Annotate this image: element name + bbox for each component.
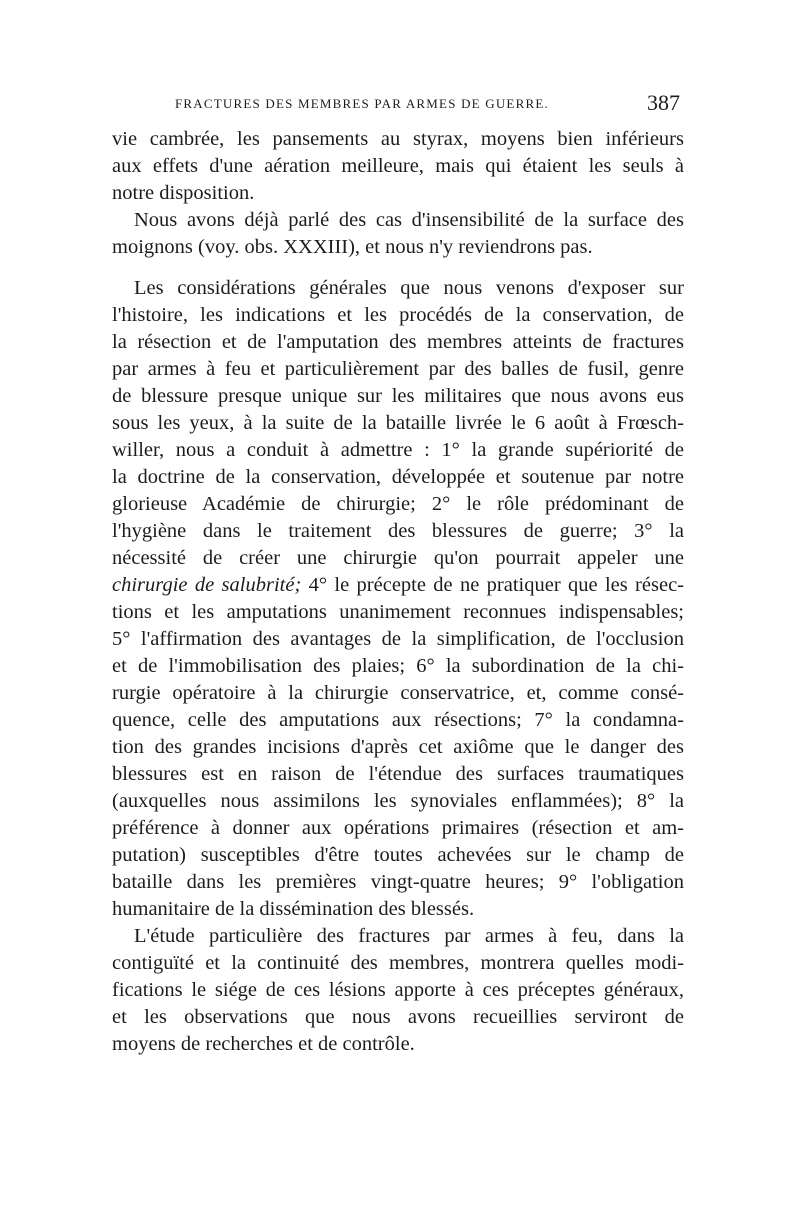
- text-line: fications le siége de ces lésions apporte à ces préceptes généraux,: [112, 979, 684, 1001]
- page-body: [112, 126, 684, 1058]
- text-line: rurgie opératoire à la chirurgie conservatrice, et, comme consé-: [112, 682, 684, 704]
- text-line: l'histoire, les indications et les procédés de la conservation, de: [112, 304, 684, 326]
- text-line: quence, celle des amputations aux résections; 7° la condamna-: [112, 709, 684, 731]
- text-line: préférence à donner aux opérations primaires (résection et am-: [112, 817, 684, 839]
- text-line: glorieuse Académie de chirurgie; 2° le rôle prédominant de: [112, 493, 684, 515]
- page-number: 387: [647, 90, 680, 115]
- text-line: L'étude particulière des fractures par armes à feu, dans la: [134, 925, 684, 947]
- text-line: et de l'immobilisation des plaies; 6° la subordination de la chi-: [112, 655, 684, 677]
- text-line: sous les yeux, à la suite de la bataille livrée le 6 août à Frœsch-: [112, 412, 684, 434]
- text-line: l'hygiène dans le traitement des blessures de guerre; 3° la: [112, 520, 684, 542]
- text-line: aux effets d'une aération meilleure, mais qui étaient les seuls à: [112, 155, 684, 177]
- paragraph: [112, 923, 684, 1058]
- running-title: FRACTURES DES MEMBRES PAR ARMES DE GUERRE.: [175, 96, 549, 111]
- text-line: notre disposition.: [112, 182, 255, 204]
- text-line: vie cambrée, les pansements au styrax, moyens bien inférieurs: [112, 128, 684, 150]
- text-line: nécessité de créer une chirurgie qu'on pourrait appeler une: [112, 547, 684, 569]
- italic-phrase: chirurgie de salubrité;: [112, 574, 309, 596]
- text-line: willer, nous a conduit à admettre : 1° la grande supériorité de: [112, 439, 684, 461]
- text-line: par armes à feu et particulièrement par des balles de fusil, genre: [112, 358, 684, 380]
- text-line: (auxquelles nous assimilons les synoviales enflammées); 8° la: [112, 790, 684, 812]
- text-line: Les considérations générales que nous venons d'exposer sur: [134, 277, 684, 299]
- paragraph: [112, 275, 684, 923]
- paragraph: [112, 207, 684, 261]
- paragraph: [112, 126, 684, 207]
- text-line: de blessure presque unique sur les militaires que nous avons eus: [112, 385, 684, 407]
- text-line: Nous avons déjà parlé des cas d'insensibilité de la surface des: [134, 209, 684, 231]
- running-header: [110, 90, 688, 120]
- text-line: tions et les amputations unanimement reconnues indispensables;: [112, 601, 684, 623]
- paragraph-gap: [112, 261, 684, 275]
- text-line: blessures est en raison de l'étendue des surfaces traumatiques: [112, 763, 684, 785]
- text-line: et les observations que nous avons recueillies serviront de: [112, 1006, 684, 1028]
- text-line: la doctrine de la conservation, développée et soutenue par notre: [112, 466, 684, 488]
- text-line: humanitaire de la dissémination des blessés.: [112, 898, 475, 920]
- text-line: la résection et de l'amputation des membres atteints de fractures: [112, 331, 684, 353]
- text-line: [112, 572, 684, 599]
- text-line: tion des grandes incisions d'après cet axiôme que le danger des: [112, 736, 684, 758]
- text-line: putation) susceptibles d'être toutes achevées sur le champ de: [112, 844, 684, 866]
- text-line: moignons (voy. obs. XXXIII), et nous n'y reviendrons pas.: [112, 236, 593, 258]
- text-line: bataille dans les premières vingt-quatre heures; 9° l'obligation: [112, 871, 684, 893]
- text-line: contiguïté et la continuité des membres, montrera quelles modi-: [112, 952, 684, 974]
- text-line: moyens de recherches et de contrôle.: [112, 1033, 415, 1055]
- text-line-rest: 4° le précepte de ne pratiquer que les résec-: [308, 574, 684, 596]
- text-line: 5° l'affirmation des avantages de la simplification, de l'occlusion: [112, 628, 684, 650]
